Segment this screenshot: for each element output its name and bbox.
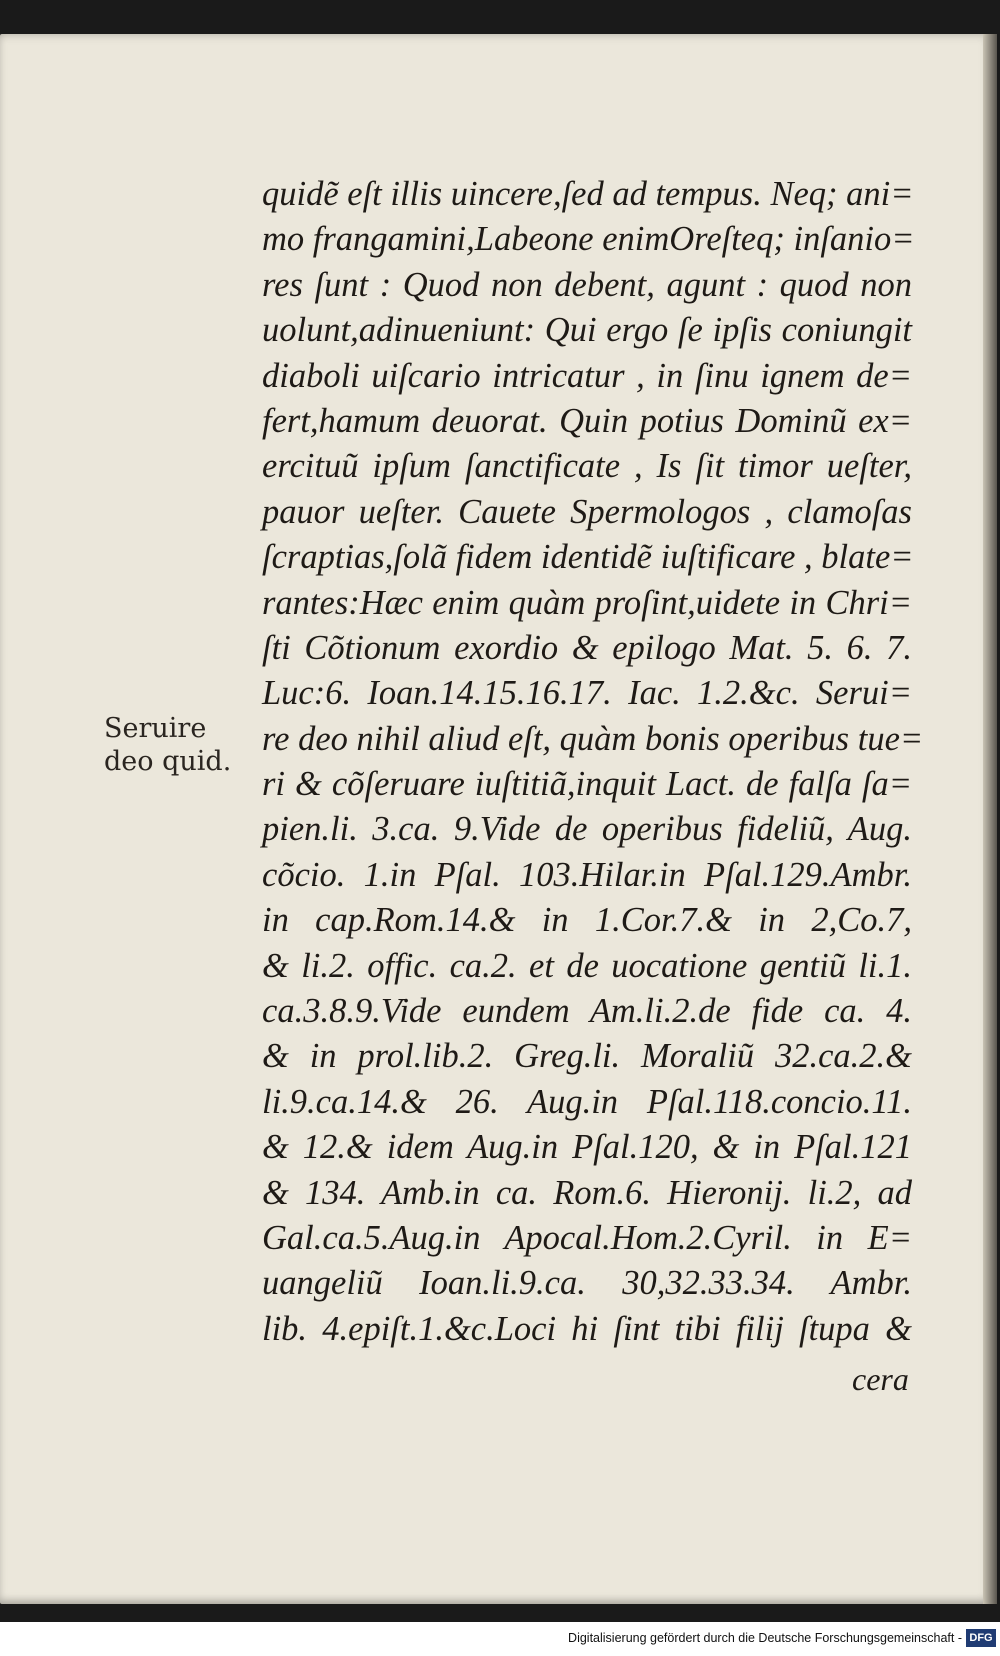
marginal-note-line: deo quid. bbox=[104, 746, 232, 777]
footer-credit: Digitalisierung gefördert durch die Deutsche Forschungsgemeinschaft - bbox=[568, 1631, 962, 1645]
text-line: & 134. Amb.in ca. Rom.6. Hieronij. li.2, ad bbox=[262, 1173, 912, 1212]
text-line: li.9.ca.14.& 26. Aug.in Pſal.118.concio.11. bbox=[262, 1082, 912, 1121]
text-line: res ſunt : Quod non debent, agunt : quod non bbox=[262, 265, 912, 304]
text-line: pauor ueſter. Cauete Spermologos , clamoſas bbox=[262, 492, 912, 531]
text-line: Gal.ca.5.Aug.in Apocal.Hom.2.Cyril. in E= bbox=[262, 1218, 912, 1257]
text-line: Luc:6. Ioan.14.15.16.17. Iac. 1.2.&c. Serui= bbox=[262, 674, 912, 713]
catchword: cera bbox=[852, 1361, 909, 1397]
text-line: uolunt,adinueniunt: Qui ergo ſe ipſis coniungit bbox=[262, 311, 912, 350]
marginal-note bbox=[104, 712, 231, 778]
digitization-footer bbox=[0, 1622, 1000, 1656]
text-line: & li.2. offic. ca.2. et de uocatione gentiũ li.1. bbox=[262, 946, 912, 985]
text-line: rantes:Hæc enim quàm proſint,uidete in Chri= bbox=[262, 583, 912, 622]
text-line: ercituũ ipſum ſanctificate , Is ſit timor ueſter, bbox=[262, 447, 912, 486]
text-line: re deo nihil aliud eſt, quàm bonis operibus tue= bbox=[262, 719, 924, 758]
text-line: in cap.Rom.14.& in 1.Cor.7.& in 2,Co.7, bbox=[262, 901, 912, 940]
text-line: & 12.& idem Aug.in Pſal.120, & in Pſal.121 bbox=[262, 1128, 912, 1167]
dfg-logo-icon: DFG bbox=[966, 1629, 996, 1647]
text-line: diaboli uiſcario intricatur , in ſinu ignem de= bbox=[262, 356, 912, 395]
text-line: uangeliũ Ioan.li.9.ca. 30,32.33.34. Ambr. bbox=[262, 1264, 912, 1303]
main-text-block bbox=[262, 172, 924, 1352]
text-line: & in prol.lib.2. Greg.li. Moraliũ 32.ca.2.& bbox=[262, 1037, 912, 1076]
text-line: ca.3.8.9.Vide eundem Am.li.2.de fide ca. 4. bbox=[262, 992, 912, 1031]
text-line: ri & cõſeruare iuſtitiã,inquit Lact. de falſa ſa= bbox=[262, 765, 912, 804]
marginal-note-line: Seruire bbox=[104, 713, 207, 744]
text-line: quidẽ eſt illis uincere,ſed ad tempus. Neq; ani= bbox=[262, 175, 914, 213]
text-line: ſcraptias,ſolã fidem identidẽ iuſtificare , blate= bbox=[262, 538, 914, 577]
text-line: pien.li. 3.ca. 9.Vide de operibus fideliũ, Aug. bbox=[262, 810, 912, 849]
text-line: ſti Cõtionum exordio & epilogo Mat. 5. 6. 7. bbox=[262, 628, 912, 667]
text-line: lib. 4.epiſt.1.&c.Loci hi ſint tibi filij ſtupa & bbox=[262, 1309, 912, 1348]
page-edge-shadow bbox=[983, 34, 997, 1604]
text-line: fert,hamum deuorat. Quin potius Dominũ ex= bbox=[262, 401, 912, 440]
text-line: cõcio. 1.in Pſal. 103.Hilar.in Pſal.129.Ambr. bbox=[262, 855, 912, 894]
text-line: mo frangamini,Labeone enimOreſteq; inſanio= bbox=[262, 220, 915, 259]
